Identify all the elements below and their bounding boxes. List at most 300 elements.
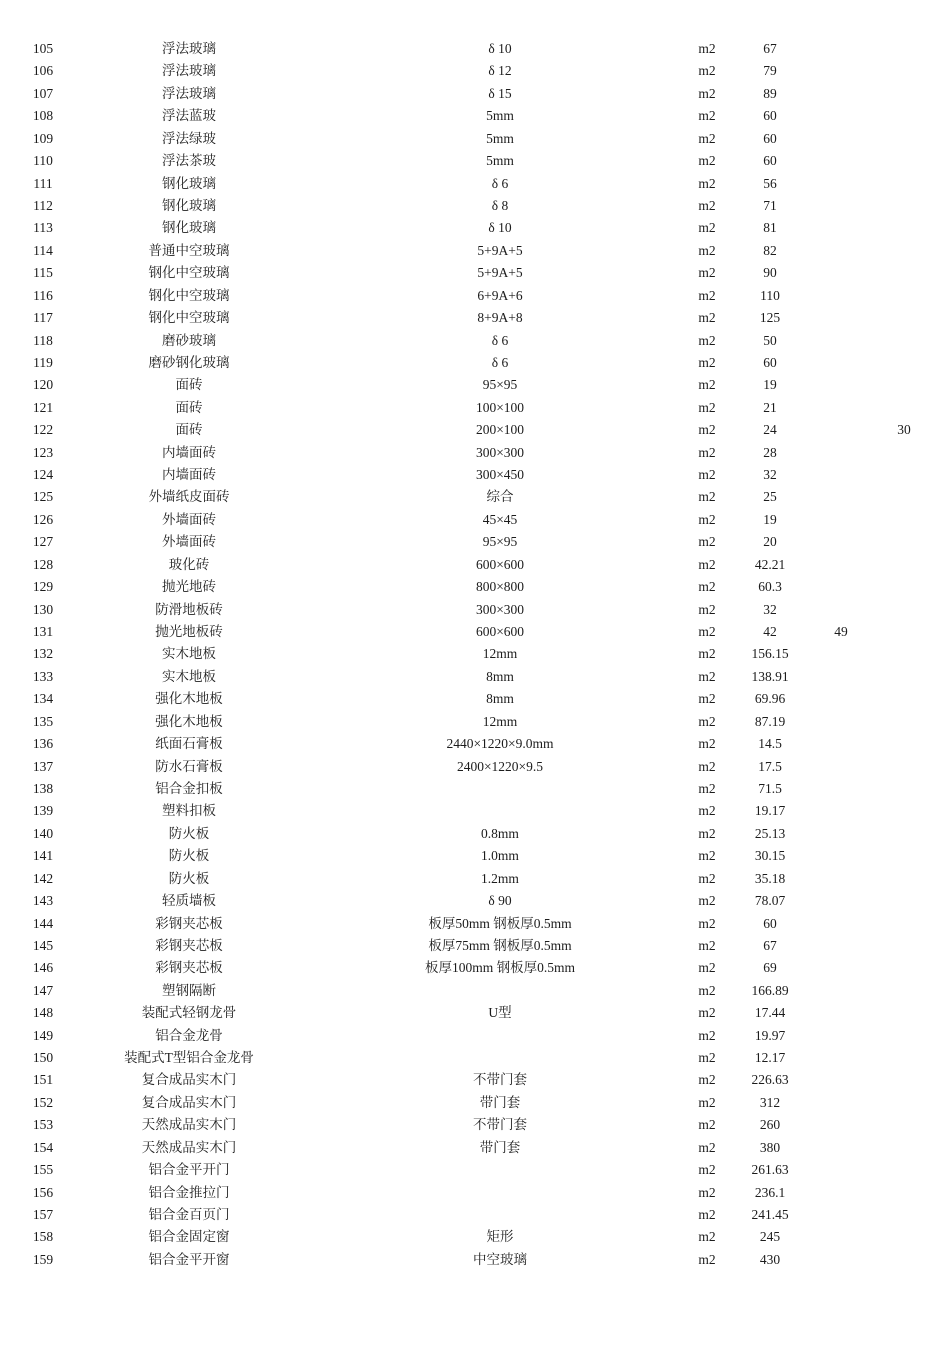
extra-price-1-cell	[810, 643, 872, 665]
spec-cell: 5mm	[486, 153, 514, 169]
spec-cell: 300×300	[475, 444, 525, 460]
row-number-cell: 158	[32, 1229, 54, 1245]
material-name-cell: 复合成品实木门	[141, 1072, 237, 1088]
row-number-cell: 115	[33, 265, 53, 281]
unit-cell: m2	[698, 1139, 716, 1155]
table-row	[0, 1204, 950, 1226]
table-row	[0, 621, 950, 643]
material-name-cell: 复合成品实木门	[141, 1094, 237, 1110]
extra-price-1-cell	[810, 1248, 872, 1270]
table-row	[0, 464, 950, 486]
price-cell: 60	[763, 153, 777, 169]
table-row	[0, 374, 950, 396]
extra-price-1-cell	[810, 1002, 872, 1024]
spec-cell: 2400×1220×9.5	[456, 758, 544, 774]
unit-cell: m2	[698, 377, 716, 393]
price-cell: 125	[759, 310, 781, 326]
table-row	[0, 688, 950, 710]
extra-price-1-cell	[810, 329, 872, 351]
material-name-cell: 铝合金推拉门	[148, 1184, 230, 1200]
table-row	[0, 419, 950, 441]
price-cell: 60	[763, 108, 777, 124]
unit-cell: m2	[698, 399, 716, 415]
material-name-cell: 抛光地板砖	[155, 624, 223, 640]
spec-cell: 中空玻璃	[473, 1251, 527, 1267]
extra-price-1-cell	[810, 486, 872, 508]
price-cell: 42.21	[754, 556, 786, 572]
row-number-cell: 140	[32, 825, 54, 841]
spec-cell: U型	[488, 1005, 512, 1021]
unit-cell: m2	[698, 691, 716, 707]
table-row	[0, 1136, 950, 1158]
price-cell: 430	[759, 1251, 781, 1267]
row-number-cell: 132	[32, 646, 54, 662]
row-number-cell: 120	[32, 377, 54, 393]
table-row	[0, 800, 950, 822]
price-cell: 19	[763, 377, 777, 393]
spec-cell	[390, 800, 610, 822]
unit-cell: m2	[698, 1050, 716, 1066]
extra-price-1-cell	[810, 441, 872, 463]
unit-cell: m2	[698, 1251, 716, 1267]
extra-price-2-cell	[872, 352, 936, 374]
extra-price-1-cell	[810, 239, 872, 261]
table-row	[0, 82, 950, 104]
table-row	[0, 1159, 950, 1181]
extra-price-2-cell	[872, 957, 936, 979]
table-row	[0, 1226, 950, 1248]
table-row	[0, 1069, 950, 1091]
row-number-cell: 109	[32, 130, 54, 146]
spec-cell: 板厚100mm 钢板厚0.5mm	[424, 960, 575, 976]
extra-price-2-cell	[872, 464, 936, 486]
unit-cell: m2	[698, 63, 716, 79]
material-name-cell: 铝合金百页门	[148, 1206, 230, 1222]
unit-cell: m2	[698, 444, 716, 460]
extra-price-1-cell	[810, 665, 872, 687]
spec-cell: 100×100	[475, 399, 525, 415]
table-row	[0, 508, 950, 530]
table-row	[0, 755, 950, 777]
table-row	[0, 38, 950, 60]
row-number-cell: 138	[32, 780, 54, 796]
price-cell: 156.15	[751, 646, 789, 662]
unit-cell: m2	[698, 579, 716, 595]
price-cell: 32	[763, 601, 777, 617]
price-cell: 17.44	[754, 1005, 786, 1021]
extra-price-1-cell	[810, 755, 872, 777]
extra-price-2-cell	[872, 307, 936, 329]
material-name-cell: 防火板	[168, 870, 210, 886]
row-number-cell: 119	[33, 354, 53, 370]
extra-price-2-cell	[872, 1136, 936, 1158]
table-row	[0, 1248, 950, 1270]
spec-cell: 不带门套	[473, 1117, 527, 1133]
price-cell: 138.91	[751, 668, 789, 684]
material-name-cell: 面砖	[175, 422, 203, 438]
price-cell: 71.5	[758, 780, 782, 796]
row-number-cell: 114	[33, 242, 53, 258]
price-cell: 60	[763, 130, 777, 146]
unit-cell: m2	[698, 668, 716, 684]
row-number-cell: 124	[32, 467, 54, 483]
material-name-cell: 塑料扣板	[162, 803, 216, 819]
spec-cell: 带门套	[479, 1139, 521, 1155]
unit-cell: m2	[698, 85, 716, 101]
spec-cell: δ 6	[491, 175, 509, 191]
price-cell: 60	[763, 915, 777, 931]
extra-price-1-cell	[810, 800, 872, 822]
extra-price-1-cell	[810, 352, 872, 374]
price-cell: 166.89	[751, 982, 789, 998]
extra-price-1-cell	[810, 912, 872, 934]
material-name-cell: 钢化玻璃	[162, 175, 216, 191]
extra-price-1-cell	[810, 464, 872, 486]
material-name-cell: 外墙纸皮面砖	[148, 489, 230, 505]
price-cell: 245	[759, 1229, 781, 1245]
extra-price-1-cell	[810, 1136, 872, 1158]
material-name-cell: 装配式T型铝合金龙骨	[124, 1050, 254, 1066]
extra-price-2-cell	[872, 150, 936, 172]
table-row	[0, 284, 950, 306]
row-number-cell: 123	[32, 444, 54, 460]
material-name-cell: 实木地板	[162, 668, 216, 684]
row-number-cell: 128	[32, 556, 54, 572]
row-number-cell: 154	[32, 1139, 54, 1155]
extra-price-2-cell	[872, 217, 936, 239]
material-name-cell: 彩钢夹芯板	[155, 915, 223, 931]
table-row	[0, 352, 950, 374]
extra-price-1-cell	[810, 1047, 872, 1069]
row-number-cell: 129	[32, 579, 54, 595]
spec-cell: 8mm	[486, 668, 514, 684]
material-name-cell: 玻化砖	[168, 556, 210, 572]
extra-price-2-cell	[872, 912, 936, 934]
price-cell: 21	[763, 399, 777, 415]
extra-price-1-cell	[810, 957, 872, 979]
extra-price-1-cell	[810, 1204, 872, 1226]
extra-price-2-cell	[872, 822, 936, 844]
spec-cell: 45×45	[482, 511, 518, 527]
table-row	[0, 1002, 950, 1024]
unit-cell: m2	[698, 848, 716, 864]
material-name-cell: 防火板	[168, 848, 210, 864]
extra-price-2-cell	[872, 1204, 936, 1226]
spec-cell: 2440×1220×9.0mm	[446, 736, 554, 752]
spec-cell: 1.0mm	[481, 848, 519, 864]
extra-price-1-cell	[810, 127, 872, 149]
extra-price-2-cell	[872, 374, 936, 396]
table-row	[0, 1024, 950, 1046]
table-row	[0, 576, 950, 598]
extra-price-1-cell	[810, 508, 872, 530]
row-number-cell: 126	[32, 511, 54, 527]
table-row	[0, 150, 950, 172]
price-cell: 25	[763, 489, 777, 505]
spec-cell: δ 10	[488, 41, 512, 57]
material-name-cell: 浮法绿玻	[162, 130, 216, 146]
unit-cell: m2	[698, 130, 716, 146]
row-number-cell: 159	[32, 1251, 54, 1267]
table-row	[0, 643, 950, 665]
row-number-cell: 107	[32, 85, 54, 101]
extra-price-1-cell	[810, 1024, 872, 1046]
material-name-cell: 外墙面砖	[162, 534, 216, 550]
row-number-cell: 156	[32, 1184, 54, 1200]
table-row	[0, 822, 950, 844]
unit-cell: m2	[698, 198, 716, 213]
extra-price-2-cell	[872, 82, 936, 104]
material-name-cell: 内墙面砖	[162, 467, 216, 483]
extra-price-2-cell	[872, 1114, 936, 1136]
table-row	[0, 329, 950, 351]
unit-cell: m2	[698, 915, 716, 931]
extra-price-2-cell	[872, 1181, 936, 1203]
extra-price-2-cell	[872, 755, 936, 777]
extra-price-1-cell	[810, 733, 872, 755]
material-name-cell: 天然成品实木门	[141, 1139, 237, 1155]
material-name-cell: 钢化中空玻璃	[148, 287, 230, 303]
spec-cell: δ 8	[491, 198, 509, 213]
material-name-cell: 钢化玻璃	[162, 220, 216, 236]
spec-cell: 300×300	[475, 601, 525, 617]
material-name-cell: 强化木地板	[155, 713, 223, 729]
unit-cell: m2	[698, 1094, 716, 1110]
price-cell: 30.15	[754, 848, 786, 864]
price-cell: 110	[760, 287, 780, 303]
table-row	[0, 733, 950, 755]
spec-cell: 600×600	[475, 556, 525, 572]
extra-price-1-cell	[810, 195, 872, 217]
extra-price-2-cell	[872, 1002, 936, 1024]
row-number-cell: 116	[33, 287, 53, 303]
row-number-cell: 110	[33, 153, 53, 169]
row-number-cell: 125	[32, 489, 54, 505]
unit-cell: m2	[698, 1072, 716, 1088]
extra-price-2-cell	[872, 1226, 936, 1248]
material-name-cell: 内墙面砖	[162, 444, 216, 460]
material-name-cell: 彩钢夹芯板	[155, 937, 223, 953]
price-cell: 19.97	[754, 1027, 786, 1043]
extra-price-1-cell	[810, 374, 872, 396]
unit-cell: m2	[698, 803, 716, 819]
row-number-cell: 144	[32, 915, 54, 931]
unit-cell: m2	[698, 556, 716, 572]
table-row	[0, 890, 950, 912]
spec-cell: δ 15	[488, 85, 512, 101]
row-number-cell: 152	[32, 1094, 54, 1110]
material-name-cell: 防滑地板砖	[155, 601, 223, 617]
price-cell: 24	[763, 422, 777, 438]
unit-cell: m2	[698, 153, 716, 169]
material-name-cell: 钢化玻璃	[162, 198, 216, 213]
material-name-cell: 抛光地砖	[162, 579, 216, 595]
spec-cell: 1.2mm	[481, 870, 519, 886]
extra-price-2-cell	[872, 643, 936, 665]
spec-cell: 8+9A+8	[477, 310, 523, 326]
row-number-cell: 146	[32, 960, 54, 976]
extra-price-2-cell	[872, 172, 936, 194]
row-number-cell: 143	[32, 893, 54, 909]
price-cell: 79	[763, 63, 777, 79]
spec-cell	[390, 778, 610, 800]
table-row	[0, 912, 950, 934]
unit-cell: m2	[698, 1162, 716, 1178]
unit-cell: m2	[698, 242, 716, 258]
spec-cell: 板厚75mm 钢板厚0.5mm	[428, 937, 572, 953]
row-number-cell: 150	[32, 1050, 54, 1066]
table-row	[0, 553, 950, 575]
unit-cell: m2	[698, 1027, 716, 1043]
unit-cell: m2	[698, 1206, 716, 1222]
material-name-cell: 防水石膏板	[155, 758, 223, 774]
row-number-cell: 111	[33, 175, 53, 191]
extra-price-2-cell	[872, 1047, 936, 1069]
price-cell: 20	[763, 534, 777, 550]
price-cell: 380	[759, 1139, 781, 1155]
spec-cell	[390, 1159, 610, 1181]
extra-price-1-cell	[810, 419, 872, 441]
extra-price-2-cell	[872, 1091, 936, 1113]
spec-cell: 6+9A+6	[477, 287, 523, 303]
extra-price-1-cell	[810, 1069, 872, 1091]
unit-cell: m2	[698, 601, 716, 617]
table-row	[0, 979, 950, 1001]
unit-cell: m2	[698, 870, 716, 886]
unit-cell: m2	[698, 624, 716, 640]
table-row	[0, 217, 950, 239]
price-cell: 89	[763, 85, 777, 101]
row-number-cell: 106	[32, 63, 54, 79]
price-cell: 312	[759, 1094, 781, 1110]
table-row	[0, 957, 950, 979]
extra-price-2-cell	[872, 127, 936, 149]
price-cell: 241.45	[751, 1206, 789, 1222]
spec-cell: δ 90	[488, 893, 512, 909]
spec-cell: 600×600	[475, 624, 525, 640]
spec-cell: 综合	[486, 489, 514, 505]
unit-cell: m2	[698, 310, 716, 326]
material-name-cell: 铝合金龙骨	[155, 1027, 223, 1043]
extra-price-1-cell	[810, 531, 872, 553]
spec-cell: 300×450	[475, 467, 525, 483]
unit-cell: m2	[698, 422, 716, 438]
spec-cell	[390, 1047, 610, 1069]
row-number-cell: 121	[32, 399, 54, 415]
row-number-cell: 142	[32, 870, 54, 886]
spec-cell: 12mm	[482, 713, 518, 729]
spec-cell: 5mm	[486, 108, 514, 124]
extra-price-2-cell	[872, 38, 936, 60]
price-table-body	[0, 38, 950, 1271]
extra-price-1-cell	[810, 1226, 872, 1248]
material-name-cell: 铝合金固定窗	[148, 1229, 230, 1245]
price-cell: 261.63	[751, 1162, 789, 1178]
extra-price-2-cell	[872, 329, 936, 351]
row-number-cell: 136	[32, 736, 54, 752]
material-name-cell: 实木地板	[162, 646, 216, 662]
spec-cell: 5mm	[486, 130, 514, 146]
unit-cell: m2	[698, 41, 716, 57]
row-number-cell: 145	[32, 937, 54, 953]
spec-cell: 95×95	[482, 534, 518, 550]
table-row	[0, 396, 950, 418]
material-name-cell: 浮法玻璃	[162, 41, 216, 57]
unit-cell: m2	[698, 265, 716, 281]
unit-cell: m2	[698, 1117, 716, 1133]
price-cell: 28	[763, 444, 777, 460]
spec-cell: δ 6	[491, 332, 509, 348]
material-name-cell: 纸面石膏板	[155, 736, 223, 752]
row-number-cell: 135	[32, 713, 54, 729]
material-name-cell: 钢化中空玻璃	[148, 265, 230, 281]
unit-cell: m2	[698, 511, 716, 527]
material-name-cell: 外墙面砖	[162, 511, 216, 527]
row-number-cell: 148	[32, 1005, 54, 1021]
row-number-cell: 133	[32, 668, 54, 684]
extra-price-2-cell	[872, 195, 936, 217]
extra-price-2-cell	[872, 531, 936, 553]
extra-price-1-cell	[810, 60, 872, 82]
unit-cell: m2	[698, 220, 716, 236]
extra-price-1-cell	[810, 396, 872, 418]
table-row	[0, 239, 950, 261]
extra-price-2-cell	[872, 621, 936, 643]
extra-price-2-cell	[872, 1069, 936, 1091]
material-name-cell: 磨砂钢化玻璃	[148, 354, 230, 370]
extra-price-2-cell: 30	[897, 422, 911, 438]
price-cell: 226.63	[751, 1072, 789, 1088]
row-number-cell: 157	[32, 1206, 54, 1222]
spec-cell: 5+9A+5	[477, 265, 523, 281]
price-cell: 67	[763, 937, 777, 953]
price-cell: 78.07	[754, 893, 786, 909]
table-row	[0, 127, 950, 149]
unit-cell: m2	[698, 467, 716, 483]
spec-cell: 200×100	[475, 422, 525, 438]
extra-price-1-cell	[810, 38, 872, 60]
unit-cell: m2	[698, 489, 716, 505]
material-name-cell: 浮法蓝玻	[162, 108, 216, 124]
extra-price-2-cell	[872, 60, 936, 82]
price-cell: 90	[763, 265, 777, 281]
spec-cell: 不带门套	[473, 1072, 527, 1088]
table-row	[0, 307, 950, 329]
spec-cell	[390, 1204, 610, 1226]
row-number-cell: 153	[32, 1117, 54, 1133]
material-name-cell: 浮法玻璃	[162, 63, 216, 79]
table-row	[0, 665, 950, 687]
spec-cell: 800×800	[475, 579, 525, 595]
table-row	[0, 60, 950, 82]
price-cell: 56	[763, 175, 777, 191]
unit-cell: m2	[698, 825, 716, 841]
extra-price-1-cell	[810, 576, 872, 598]
extra-price-2-cell	[872, 1159, 936, 1181]
table-row	[0, 598, 950, 620]
price-cell: 32	[763, 467, 777, 483]
extra-price-2-cell	[872, 239, 936, 261]
price-cell: 71	[763, 198, 777, 213]
row-number-cell: 134	[32, 691, 54, 707]
material-name-cell: 强化木地板	[155, 691, 223, 707]
material-name-cell: 铝合金扣板	[155, 780, 223, 796]
price-cell: 67	[763, 41, 777, 57]
material-name-cell: 塑钢隔断	[162, 982, 216, 998]
row-number-cell: 130	[32, 601, 54, 617]
extra-price-1-cell	[810, 822, 872, 844]
material-name-cell: 彩钢夹芯板	[155, 960, 223, 976]
